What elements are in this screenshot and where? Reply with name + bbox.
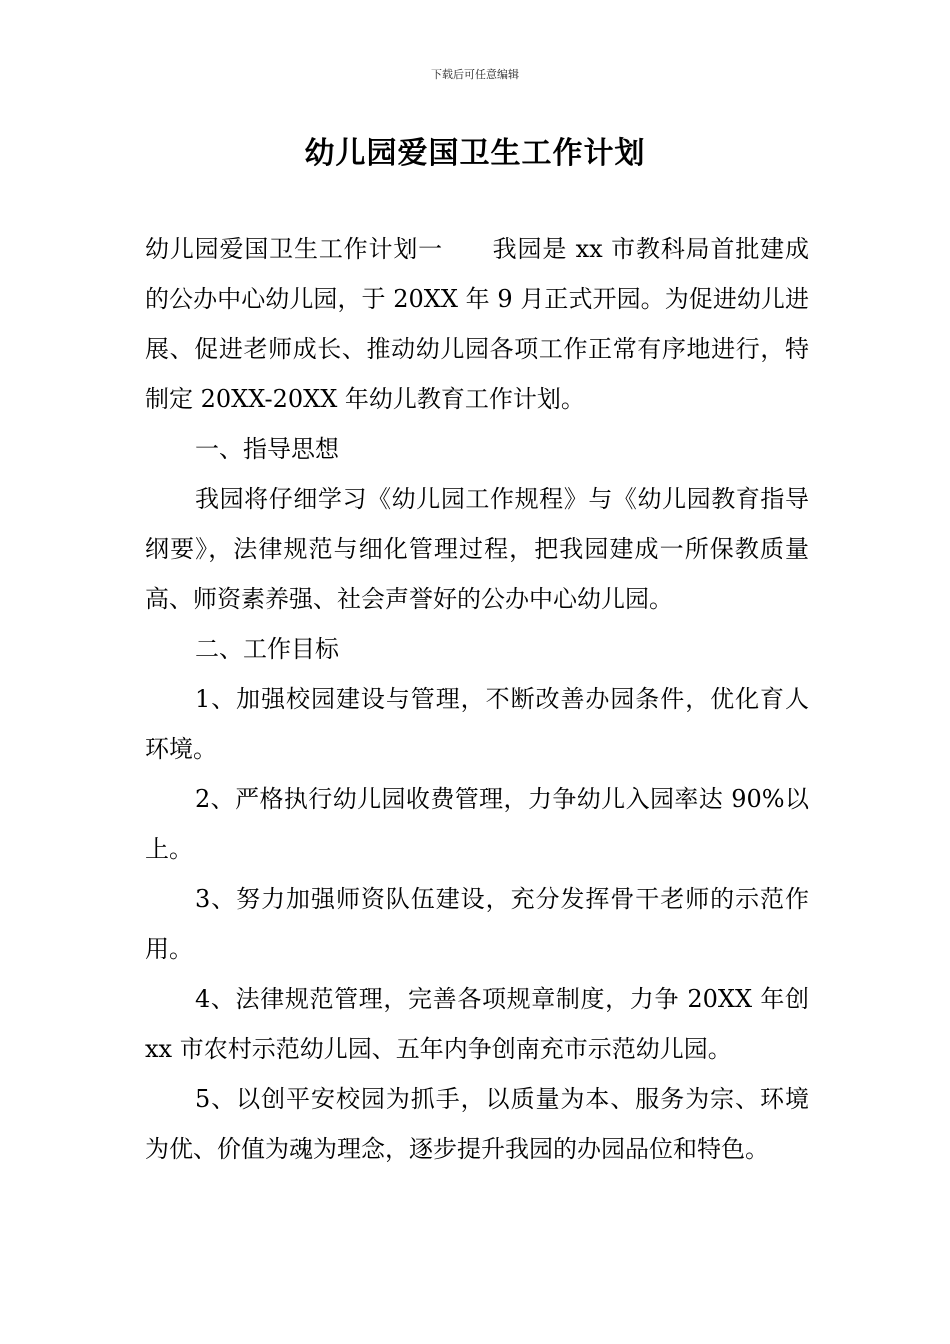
section-heading: 二、工作目标 — [195, 635, 339, 663]
goal-item: 3、努力加强师资队伍建设，充分发挥骨干老师的示范作用。 — [145, 885, 809, 963]
document-body — [145, 224, 809, 1174]
document-title: 幼儿园爱国卫生工作计划 — [304, 136, 646, 171]
goal-item: 1、加强校园建设与管理，不断改善办园条件，优化育人环境。 — [145, 685, 809, 763]
intro-paragraph: 幼儿园爱国卫生工作计划一 我园是 xx 市教科局首批建成的公办中心幼儿园，于 20XX 年 9 月正式开园。为促进幼儿进展、促进老师成长、推动幼儿园各项工作正常有序地进行，特制定 20XX-20XX 年幼儿教育工作计划。 — [145, 235, 809, 413]
goal-item: 5、以创平安校园为抓手，以质量为本、服务为宗、环境为优、价值为魂为理念，逐步提升我园的办园品位和特色。 — [145, 1085, 809, 1163]
body-paragraph: 我园将仔细学习《幼儿园工作规程》与《幼儿园教育指导纲要》，法律规范与细化管理过程，把我园建成一所保教质量高、师资素养强、社会声誉好的公办中心幼儿园。 — [145, 485, 809, 613]
goal-item: 2、严格执行幼儿园收费管理，力争幼儿入园率达 90%以上。 — [145, 785, 809, 863]
goal-item: 4、法律规范管理，完善各项规章制度，力争 20XX 年创 xx 市农村示范幼儿园、五年内争创南充市示范幼儿园。 — [145, 985, 809, 1063]
section-heading: 一、指导思想 — [195, 435, 339, 463]
header-note: 下载后可任意编辑 — [431, 68, 519, 81]
